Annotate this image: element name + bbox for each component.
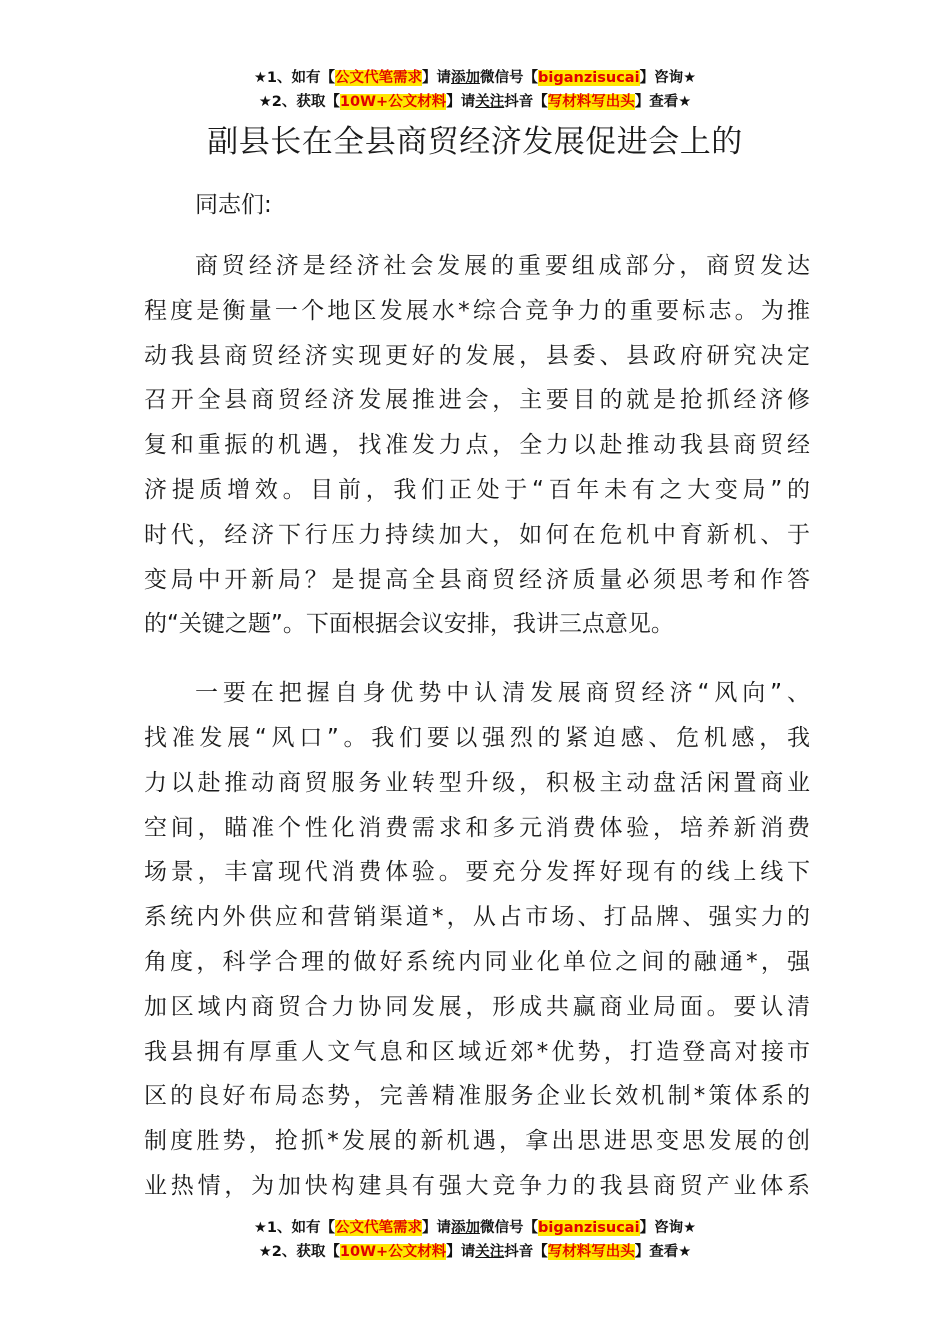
banner-text: ★2、获取【 (258, 94, 340, 110)
paragraph-line: 角度，科学合理的做好系统内同业化单位之间的融通*，强 (144, 948, 810, 975)
banner-text: 】查看★ (634, 1244, 692, 1260)
banner-text: 抖音【 (504, 94, 548, 110)
paragraph-line: 我县拥有厚重人文气息和区域近郊*优势，打造登高对接市 (144, 1038, 810, 1065)
highlight-service: 公文代笔需求 (335, 1220, 423, 1236)
highlight-wechat-id: biganzisucai (538, 70, 640, 86)
paragraph-line: 区的良好布局态势，完善精准服务企业长效机制*策体系的 (144, 1083, 810, 1110)
banner-text: 】请 (422, 70, 452, 86)
highlight-service: 公文代笔需求 (335, 70, 423, 86)
paragraph-line: 空间，瞄准个性化消费需求和多元消费体验，培养新消费 (144, 814, 810, 841)
paragraph-line: 找准发展“风口”。我们要以强烈的紧迫感、危机感，我 (144, 724, 810, 751)
banner-text: ★2、获取【 (258, 1244, 340, 1260)
banner-line-1 (0, 66, 950, 90)
banner-text: ★1、如有【 (253, 70, 336, 86)
underlined-word: 添加 (451, 70, 481, 86)
header-banner (0, 66, 950, 114)
paragraph-1 (144, 244, 810, 647)
banner-text: 】咨询★ (639, 1220, 697, 1236)
underlined-word: 关注 (475, 94, 505, 110)
banner-text: 】查看★ (634, 94, 692, 110)
document-body (144, 148, 810, 1209)
paragraph-line: 场景，丰富现代消费体验。要充分发挥好现有的线上线下 (144, 859, 810, 886)
banner-text: 】请 (422, 1220, 452, 1236)
paragraph-2 (144, 671, 810, 1209)
banner-text: 】咨询★ (639, 70, 697, 86)
paragraph-line: 时代，经济下行压力持续加大，如何在危机中育新机、于 (144, 521, 810, 548)
highlight-douyin-account: 写材料写出头 (547, 94, 635, 110)
paragraph-line: 济提质增效。目前，我们正处于“百年未有之大变局”的 (144, 476, 810, 503)
paragraph-line: 召开全县商贸经济发展推进会，主要目的就是抢抓经济修 (144, 387, 810, 414)
paragraph-line: 动我县商贸经济实现更好的发展，县委、县政府研究决定 (144, 342, 810, 369)
underlined-word: 关注 (475, 1244, 505, 1260)
highlight-materials: 10W+公文材料 (339, 1244, 447, 1260)
paragraph-line: 商贸经济是经济社会发展的重要组成部分，商贸发达 (195, 253, 810, 279)
highlight-wechat-id: biganzisucai (538, 1220, 640, 1236)
paragraph-line: 程度是衡量一个地区发展水*综合竞争力的重要标志。为推 (144, 297, 810, 324)
banner-text: ★1、如有【 (253, 1220, 336, 1236)
paragraph-line: 系统内外供应和营销渠道*，从占市场、打品牌、强实力的 (144, 904, 810, 931)
paragraph-line: 业热情，为加快构建具有强大竞争力的我县商贸产业体系 (144, 1172, 810, 1199)
highlight-materials: 10W+公文材料 (339, 94, 447, 110)
greeting: 同志们: (195, 192, 272, 218)
underlined-word: 添加 (451, 1220, 481, 1236)
banner-line-2 (0, 90, 950, 114)
banner-line-1 (0, 1216, 950, 1240)
paragraph-line: 一要在把握自身优势中认清发展商贸经济“风向”、 (195, 680, 810, 707)
paragraph-line: 的“关键之题”。下面根据会议安排，我讲三点意见。 (144, 611, 674, 638)
footer-banner (0, 1216, 950, 1264)
banner-text: 】请 (446, 94, 476, 110)
banner-text: 抖音【 (504, 1244, 548, 1260)
banner-text: 微信号【 (480, 1220, 539, 1236)
paragraph-line: 加区域内商贸合力协同发展，形成共赢商业局面。要认清 (144, 993, 810, 1020)
paragraph-line: 制度胜势，抢抓*发展的新机遇，拿出思进思变思发展的创 (144, 1128, 810, 1155)
banner-text: 】请 (446, 1244, 476, 1260)
document-title: 副县长在全县商贸经济发展促进会上的 (207, 124, 743, 160)
banner-text: 微信号【 (480, 70, 539, 86)
highlight-douyin-account: 写材料写出头 (547, 1244, 635, 1260)
paragraph-line: 力以赴推动商贸服务业转型升级，积极主动盘活闲置商业 (144, 769, 810, 796)
paragraph-line: 变局中开新局？是提高全县商贸经济质量必须思考和作答 (144, 566, 810, 593)
banner-line-2 (0, 1240, 950, 1264)
paragraph-line: 复和重振的机遇，找准发力点，全力以赴推动我县商贸经 (144, 432, 810, 459)
